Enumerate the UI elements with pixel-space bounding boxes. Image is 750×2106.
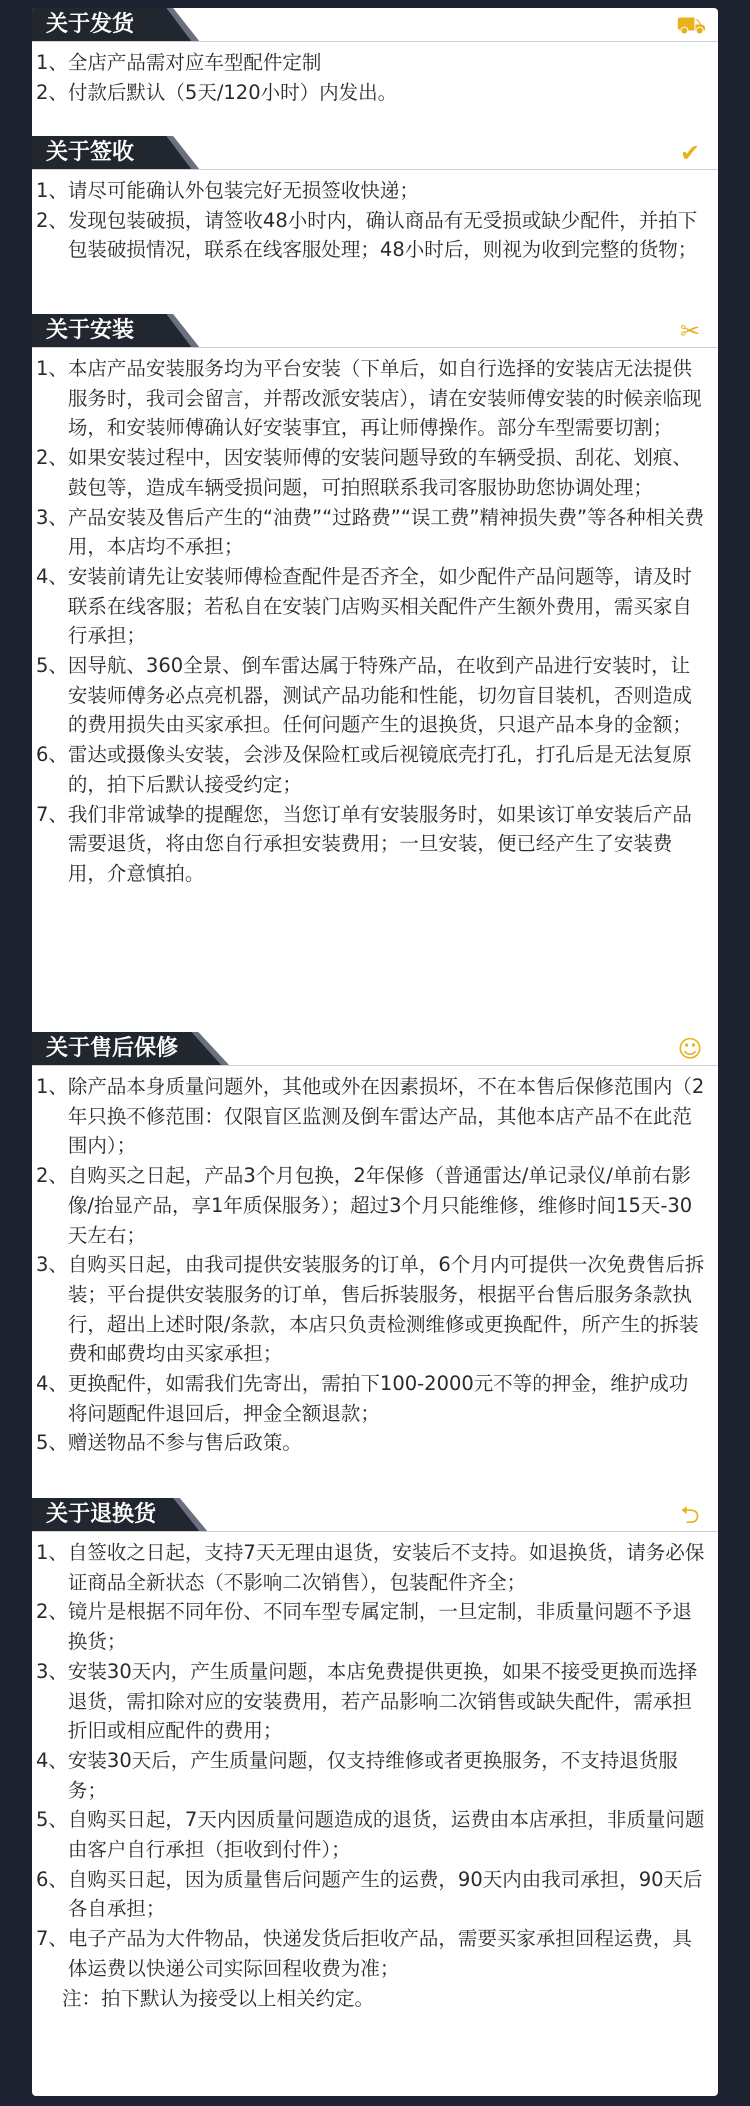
list-item: 1、 自签收之日起，支持7天无理由退货，安装后不支持。如退换货，请务必保证商品全新状态（不影响二次销售），包装配件齐全； (36, 1541, 705, 1594)
list-item: 2、 如果安装过程中，因安装师傅的安装问题导致的车辆受损、刮花、划痕、鼓包等，造成车辆受损问题，可拍照联系我司客服协助您协调处理； (36, 446, 692, 499)
list-item: 4、 更换配件，如需我们先寄出，需拍下100-2000元不等的押金，维护成功将问题配件退回后，押金全额退款； (36, 1372, 689, 1425)
list-item: 3、 产品安装及售后产生的“油费”“过路费”“误工费”精神损失费”等各种相关费用，本店均不承担； (36, 505, 705, 559)
list-item: 7、 我们非常诚挚的提醒您，当您订单有安装服务时，如果该订单安装后产品需要退货，将由您自行承担安装费用；一旦安装，便已经产生了安装费用，介意慎拍。 (36, 802, 692, 885)
tools-icon: ✂ (679, 317, 701, 345)
list-item: 3、 自购买日起，由我司提供安装服务的订单，6个月内可提供一次免费售后拆装；平台提供安装服务的订单，售后拆装服务，根据平台售后服务条款执行，超出上述时限/条款，本店只负责检测维修或更换配件，所产生的拆装费和邮费均由买家承担； (36, 1253, 705, 1366)
list-item: 1、 除产品本身质量问题外，其他或外在因素损坏，不在本售后保修范围内（2年只换不修范围：仅限盲区监测及倒车雷达产品，其他本店产品不在此范围内）； (36, 1075, 705, 1158)
policy-panel (32, 8, 718, 2096)
item-list (32, 348, 718, 889)
list-item: 5、 自购买日起，7天内因质量问题造成的退货，运费由本店承担，非质量问题由客户自行承担（拒收到付件）； (36, 1808, 705, 1862)
list-item: 3、 安装30天内，产生质量问题，本店免费提供更换，如果不接受更换而选择退货，需扣除对应的安装费用，若产品影响二次销售或缺失配件，需承担折旧或相应配件的费用； (36, 1659, 698, 1743)
section-header (32, 1032, 718, 1066)
item-list (32, 170, 718, 265)
header-divider (32, 347, 718, 348)
section-shipping (32, 8, 718, 107)
section-title: 关于签收 (46, 140, 135, 165)
truck-icon: ⛟ (676, 11, 707, 39)
header-divider (32, 169, 718, 170)
section-returns (32, 1498, 718, 2013)
item-list (32, 1066, 718, 1458)
footer-note: 注：拍下默认为接受以上相关约定。 (62, 1986, 375, 2010)
list-item: 4、 安装前请先让安装师傅检查配件是否齐全，如少配件产品问题等，请及时联系在线客服；若私自在安装门店购买相关配件产生额外费用，需买家自行承担； (36, 564, 692, 648)
section-header (32, 136, 718, 170)
section-after-sales (32, 1032, 718, 1458)
list-item: 7、 电子产品为大件物品，快递发货后拒收产品，需要买家承担回程运费，具体运费以快递公司实际回程收费为准； (36, 1927, 692, 1980)
item-list (32, 42, 718, 107)
section-header (32, 1498, 718, 1532)
section-installation (32, 314, 718, 889)
return-box-icon: ⮌ (680, 1501, 700, 1529)
header-divider (32, 1531, 718, 1532)
list-item: 2、 镜片是根据不同年份、不同车型专属定制，一旦定制，非质量问题不予退换货； (36, 1600, 692, 1654)
list-item: 2、 自购买之日起，产品3个月包换，2年保修（普通雷达/单记录仪/单前右影像/抬显产品，享1年质保服务）；超过3个月只能维修，维修时间15天-30天左右； (36, 1164, 693, 1247)
list-item: 5、 因导航、360全景、倒车雷达属于特殊产品，在收到产品进行安装时，让安装师傅务必点亮机器，测试产品功能和性能，切勿盲目装机，否则造成的费用损失由买家承担。任何问题产生的退换货，只退产品本身的金额； (36, 654, 692, 737)
list-item: 1、 请尽可能确认外包装完好无损签收快递； (36, 179, 419, 202)
list-item: 6、 雷达或摄像头安装，会涉及保险杠或后视镜底壳打孔，打孔后是无法复原的，拍下后默认接受约定； (36, 743, 692, 796)
list-item: 6、 自购买日起，因为质量售后问题产生的运费，90天内由我司承担，90天后各自承担； (36, 1867, 703, 1921)
list-item: 1、 全店产品需对应车型配件定制 (36, 51, 322, 74)
list-item: 2、 付款后默认（5天/120小时）内发出。 (36, 80, 398, 104)
list-item: 5、 赠送物品不参与售后政策。 (36, 1431, 302, 1455)
list-item: 4、 安装30天后，产生质量问题，仅支持维修或者更换服务，不支持退货服务； (36, 1748, 678, 1802)
section-title: 关于售后保修 (46, 1036, 179, 1061)
section-title: 关于退换货 (46, 1502, 157, 1527)
item-list (32, 1532, 718, 1984)
section-header (32, 8, 718, 42)
section-title: 关于发货 (46, 12, 135, 37)
section-receipt (32, 136, 718, 265)
list-item: 2、 发现包装破损，请签收48小时内，确认商品有无受损或缺少配件，并拍下包装破损情况，联系在线客服处理；48小时后，则视为收到完整的货物； (36, 208, 698, 262)
clipboard-check-icon: ✔ (679, 139, 701, 167)
header-divider (32, 1065, 718, 1066)
smile-icon: ☺ (677, 1035, 703, 1063)
section-title: 关于安装 (46, 318, 135, 343)
list-item: 1、 本店产品安装服务均为平台安装（下单后，如自行选择的安装店无法提供服务时，我司会留言，并帮改派安装店），请在安装师傅安装的时候亲临现场，和安装师傅确认好安装事宜，再让师傅操作。部分车型需要切割； (36, 357, 702, 440)
section-header (32, 314, 718, 348)
header-divider (32, 41, 718, 42)
